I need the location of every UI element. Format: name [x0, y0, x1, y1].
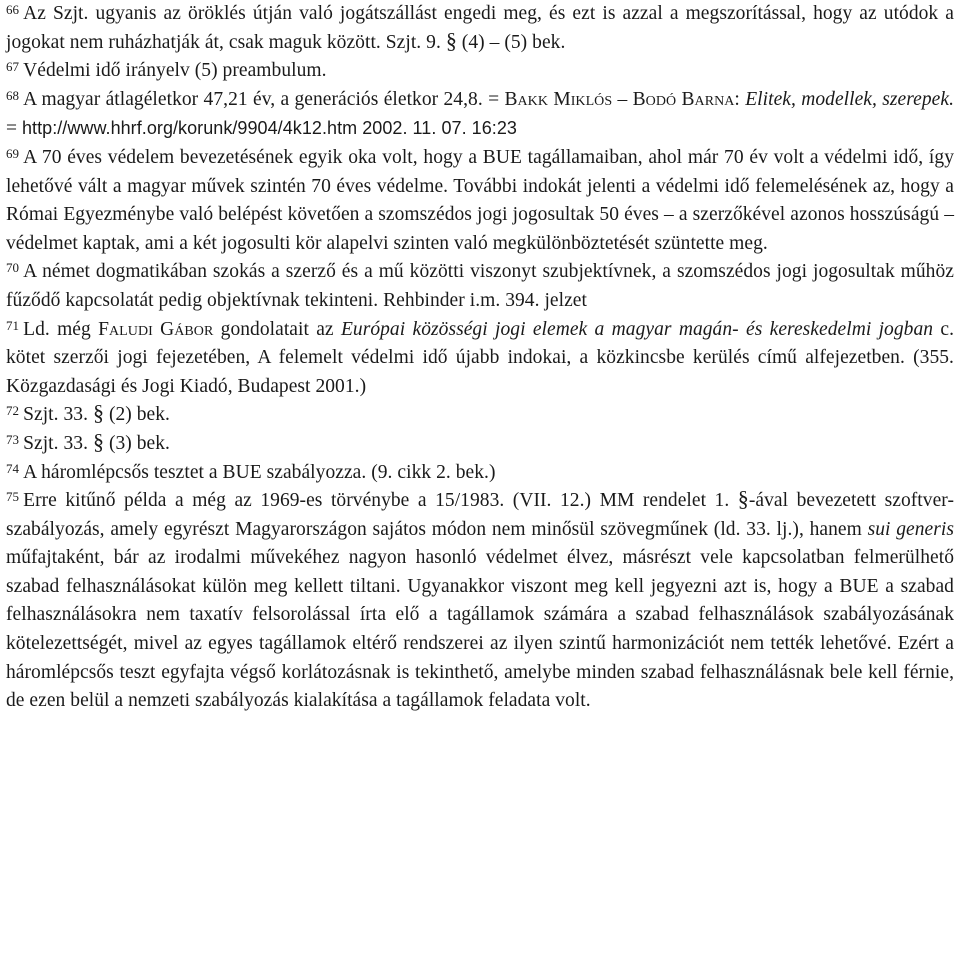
section-sign: §	[92, 400, 105, 426]
footnote-text-end: műfajtaként, bár az irodalmi művekéhez nagyon hasonló védelmet élvez, másrészt vele kapcsolatban felmerülhető szabad felhasználásokat külön meg kellett tiltani. Ugyanakkor viszont meg kell jegyezni azt is, hogy a BUE a szabad felhasználásokra nem taxatív felsorolással írta elő a tagállamok számára a szabad felhasználások szabályozásának kötelezettségét, mivel az egyes tagállamok eltérő rendszerei az ilyen szintű harmonizációt nem tették lehetővé. Ezért a háromlépcsős teszt egyfajta végső korlátozásnak is tekinthető, amelybe minden szabad felhasználásnak bele kell férnie, de ezen belül a nemzeti szabályozás kialakítása a tagállamok feladata volt.	[6, 547, 954, 712]
footnote-number: 73	[6, 431, 20, 447]
footnote-text: A háromlépcsős tesztet a BUE szabályozza. (9. cikk 2. bek.)	[23, 461, 496, 483]
footnote-number: 66	[6, 2, 20, 17]
footnote-text: A magyar átlagéletkor 47,21 év, a generációs életkor 24,8. =	[23, 88, 505, 110]
footnote-74	[6, 459, 954, 488]
footnote-text-cont: (4) – (5) bek.	[456, 31, 566, 53]
footnote-text-cont: (2) bek.	[104, 404, 170, 426]
footnote-72	[6, 401, 954, 430]
footnote-number: 75	[6, 489, 20, 505]
author-name: Bakk Miklós – Bodó Barna	[504, 88, 735, 110]
section-sign: §	[92, 428, 105, 454]
footnote-67	[6, 57, 954, 86]
footnote-text: A német dogmatikában szokás a szerző és a mű közötti viszonyt szubjektívnek, a szomszédos jogi jogosultak műhöz fűződő kapcsolatát pedig objektívnak tekinteni. Rehbinder i.m. 394. jelzet	[6, 261, 954, 311]
source-url: http://www.hhrf.org/korunk/9904/4k12.htm 2002. 11. 07. 16:23	[21, 118, 517, 139]
footnote-text: Erre kitűnő példa a még az 1969-es törvénybe a 15/1983. (VII. 12.) MM rendelet 1.	[23, 490, 738, 512]
footnote-number: 70	[6, 260, 20, 276]
footnote-number: 69	[6, 145, 20, 161]
footnote-number: 68	[6, 87, 20, 103]
footnote-text: Az Szjt. ugyanis az öröklés útján való jogátszállást engedi meg, és ezt is azzal a megszorítással, hogy az utódok a jogokat nem ruházhatják át, csak maguk között. Szjt. 9.	[6, 3, 954, 53]
footnote-text: Ld. még	[23, 318, 99, 340]
cited-title: Elitek, modellek, szerepek.	[745, 88, 954, 110]
section-sign: §	[445, 27, 457, 53]
author-name: Faludi Gábor	[98, 318, 214, 340]
latin-term: sui generis	[867, 518, 954, 540]
footnote-number: 67	[6, 59, 20, 75]
footnote-text-cont: gondolatait az	[213, 318, 341, 340]
footnote-73	[6, 430, 954, 459]
footnote-66	[6, 0, 954, 57]
footnote-text: A 70 éves védelem bevezetésének egyik oka volt, hogy a BUE tagállamaiban, ahol már 70 év volt a védelmi idő, így lehetővé vált a magyar művek szintén 70 éves védelme. További indokát jelenti a védelmi idő felemelésének az, hogy a Római Egyezménybe való belépést követően a szomszédos jogi jogosultak 50 éves – a szerzőkével azonos hosszúságú – védelmet kaptak, ami a két jogosulti kör alapelvi szinten való megkülönböztetését szüntette meg.	[6, 146, 954, 254]
footnote-text-cont: (3) bek.	[104, 432, 170, 454]
footnote-text-end: c. kötet szerzői jogi fejezetében, A felemelt védelmi idő újabb indokai, a közkincsbe kerülés című alfejezetben. (355. Közgazdasági és Jogi Kiadó, Budapest 2001.)	[6, 318, 954, 397]
footnote-text: Szjt. 33.	[23, 432, 93, 454]
section-sign: §	[737, 486, 749, 512]
footnote-text: Szjt. 33.	[23, 404, 93, 426]
equals-sign: =	[6, 118, 22, 140]
footnote-70	[6, 258, 954, 315]
colon: :	[734, 88, 746, 110]
footnote-69	[6, 144, 954, 258]
cited-title: Európai közösségi jogi elemek a magyar magán- és kereskedelmi jogban	[340, 318, 934, 340]
footnote-number: 72	[6, 403, 20, 419]
footnote-75	[6, 487, 954, 716]
footnote-text: Védelmi idő irányelv (5) preambulum.	[23, 60, 327, 82]
footnote-number: 71	[6, 317, 20, 333]
footnote-71	[6, 316, 954, 402]
footnote-text-cont: -ával bevezetett szoftver-szabályozás, amely egyrészt Magyarországon sajátos módon nem minősül szövegműnek (ld. 33. lj.), hanem	[6, 490, 954, 540]
footnote-68	[6, 86, 954, 144]
footnote-number: 74	[6, 460, 20, 476]
